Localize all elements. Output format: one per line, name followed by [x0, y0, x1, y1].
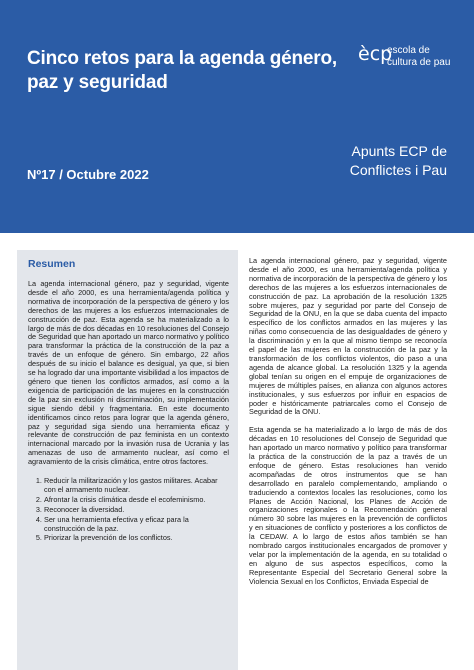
- abstract-body: [28, 280, 229, 544]
- logo-text: escola de cultura de pau: [387, 45, 451, 68]
- abstract-paragraph: La agenda internacional género, paz y seguridad, vigente desde el año 2000, es una herramienta/agenda política y normativa de incorporación de la perspectiva de género y los derechos de las mujeres a los esfuerzos internacionales de construcción de paz. Esta agenda se ha materializado a lo largo de más de dos décadas en 10 resoluciones del Consejo de Seguridad que han aportado un marco normativo y político para transformar la práctica de la construcción de la paz a través de un enfoque de género. Sin embargo, 22 años después de su inicio el balance es desigual, ya que, si bien se ha logrado dar una importante visibilidad a los impactos de género que tienen los conflictos armados, así como a la exigencia de participación de las mujeres en la construcción de la paz sin exclusión ni discriminación, su implementación sigue siendo débil y fragmentaria. En este documento identificamos cinco retos para lograr que la agenda género, paz y seguridad siga siendo una herramienta eficaz y relevante de construcción de paz feminista en un contexto internacional marcado por la invasión rusa de Ucrania y las amenazas de uso de armamento nuclear, así como el agravamiento de la crisis climática, entre otros factores.: [28, 279, 229, 467]
- body-column: [249, 257, 447, 596]
- ecp-logo: [358, 42, 468, 82]
- abstract-title: Resumen: [28, 258, 76, 270]
- document-title: Cinco retos para la agenda género, paz y seguridad: [27, 48, 337, 93]
- body-paragraph: Esta agenda se ha materializado a lo largo de más de dos décadas en 10 resoluciones del Consejo de Seguridad que han aportado un marco normativo y político para transformar la práctica de la construcción de la paz a través de un enfoque de género. Estas resoluciones han venido acompañadas de otros instrumentos que se han desarrollado en paralelo complementando, ampliando o traduciendo a contextos locales las resoluciones, como los Planes de Acción Nacional, los Planes de Acción de organizaciones regionales o la Recomendación general número 30 sobre las mujeres en la prevención de conflictos y en situaciones de conflicto y posteriores a los conflictos de la CEDAW. A lo largo de estos años también se han nombrado cargos institucionales encargados de promover y velar por la implementación de la agenda, en su totalidad o en alguno de sus aspectos específicos, como la Representante Especial del Secretario General sobre la Violencia Sexual en los Conflictos, Enviada Especial de: [249, 425, 447, 586]
- series-name: Apunts ECP de Conflictes i Pau: [349, 143, 447, 178]
- body-paragraph: La agenda internacional género, paz y seguridad, vigente desde el año 2000, es una herramienta/agenda política y normativa de incorporación de la perspectiva de género y los derechos de las mujeres a los esfuerzos internacionales de construcción de paz. La aprobación de la resolución 1325 sobre mujeres, paz y seguridad por parte del Consejo de Seguridad de la ONU, en la que se daba cuenta del impacto específico de los conflictos armados en las mujeres y las niñas como consecuencia de las desigualdades de género y la discriminación y en la que al mismo tiempo se reconocía el papel de las mujeres en la construcción de la paz y la transformación de los conflictos violentos, dio paso a una agenda de alcance global. La resolución 1325 y la agenda global tenían su origen en el empuje de organizaciones de mujeres de múltiples países, en alianza con algunos actores institucionales, y sus esfuerzos por influir en espacios de poder e históricamente patriarcales como el Consejo de Seguridad de la ONU.: [249, 256, 447, 417]
- challenges-list: [28, 477, 229, 543]
- document-header: [0, 0, 474, 233]
- list-item: 1. Reducir la militarización y los gastos militares. Acabar con el armamento nuclear.: [44, 477, 229, 495]
- list-item: 2. Afrontar la crisis climática desde el ecofeminismo.: [44, 496, 229, 505]
- list-item: 4. Ser una herramienta efectiva y eficaz para la construcción de la paz.: [44, 516, 229, 534]
- issue-number: Nº17 / Octubre 2022: [27, 167, 149, 182]
- abstract-box: [17, 250, 238, 670]
- logo-mark: ècp: [358, 43, 393, 65]
- list-item: 5. Priorizar la prevención de los conflictos.: [44, 534, 229, 543]
- list-item: 3. Reconocer la diversidad.: [44, 506, 229, 515]
